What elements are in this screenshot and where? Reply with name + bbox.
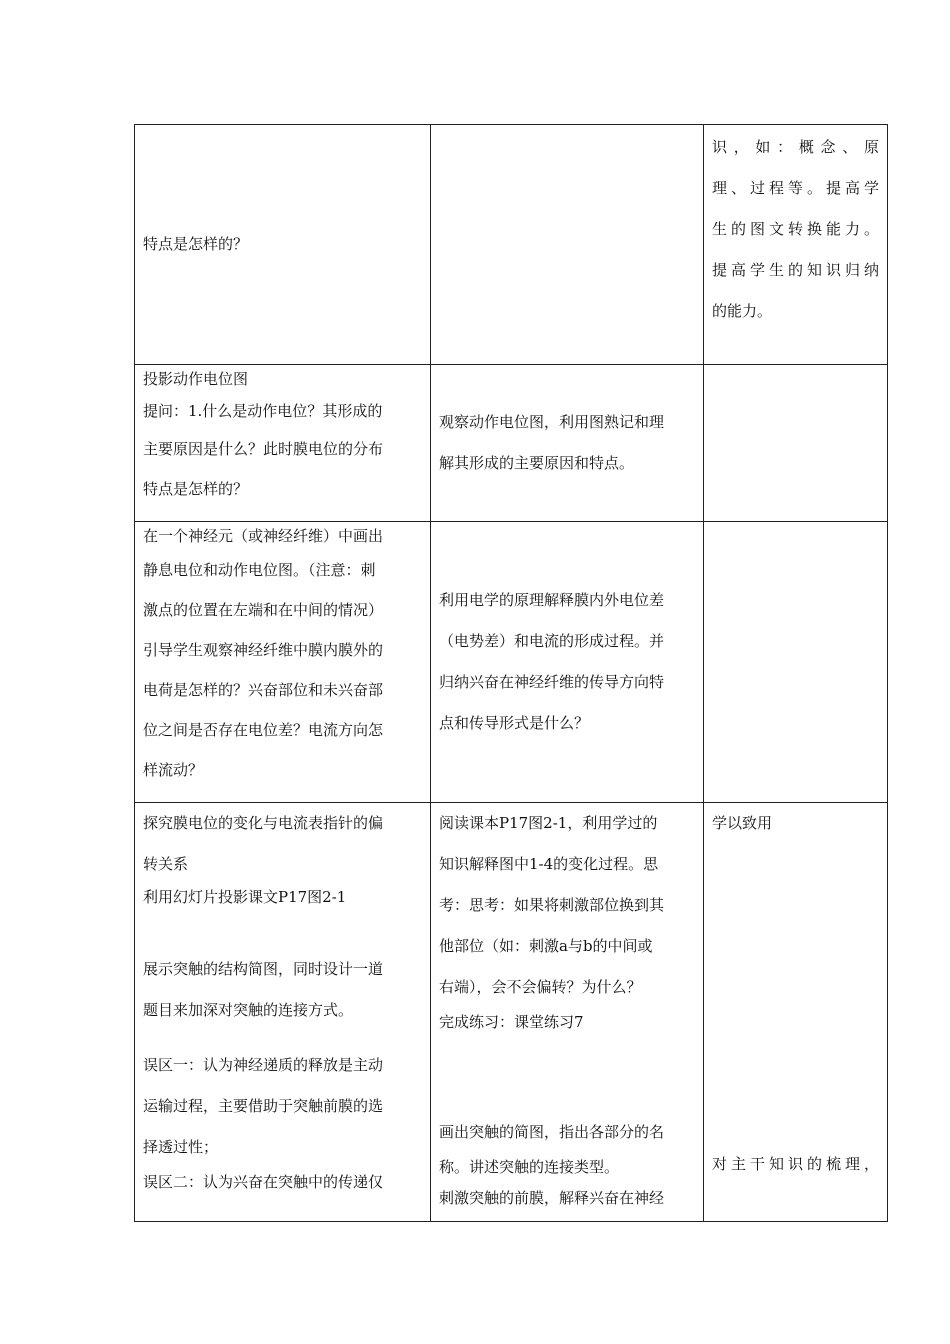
cell-text: 利用电学的原理解释膜内外电位差 bbox=[439, 591, 665, 609]
cell-text: 刺激突触的前膜，解释兴奋在神经 bbox=[439, 1189, 665, 1207]
cell-text: 完成练习：课堂练习7 bbox=[439, 1013, 584, 1031]
cell-text: 提高学生的知识归纳 bbox=[712, 261, 879, 279]
cell-text: 他部位（如：刺激a与b的中间或 bbox=[439, 937, 653, 955]
cell-text: 特点是怎样的？ bbox=[143, 480, 249, 498]
design-intent-cell bbox=[704, 125, 888, 365]
cell-text: 理、过程等。提高学 bbox=[712, 179, 879, 197]
student-activity-cell bbox=[431, 803, 704, 1222]
teacher-activity-cell bbox=[135, 365, 431, 522]
cell-text: 对主干知识的梳理， bbox=[712, 1155, 879, 1173]
cell-text: 点和传导形式是什么？ bbox=[439, 714, 590, 732]
teacher-activity-cell bbox=[135, 522, 431, 803]
cell-text: 生的图文转换能力。 bbox=[712, 220, 879, 238]
teacher-activity-cell bbox=[135, 803, 431, 1222]
student-activity-cell bbox=[431, 125, 704, 365]
cell-text: （电势差）和电流的形成过程。并 bbox=[439, 632, 665, 650]
cell-text: 阅读课本P17图2-1，利用学过的 bbox=[439, 814, 658, 832]
table-row bbox=[135, 365, 888, 522]
lesson-plan-table bbox=[134, 124, 888, 1222]
cell-text: 利用幻灯片投影课文P17图2-1 bbox=[143, 888, 347, 906]
cell-text: 称。讲述突触的连接类型。 bbox=[439, 1158, 620, 1176]
student-activity-cell bbox=[431, 522, 704, 803]
table-row bbox=[135, 803, 888, 1222]
table-row bbox=[135, 522, 888, 803]
cell-text: 画出突触的简图，指出各部分的名 bbox=[439, 1123, 665, 1141]
cell-text: 激点的位置在左端和在中间的情况） bbox=[143, 601, 384, 619]
cell-text: 特点是怎样的？ bbox=[143, 235, 249, 253]
cell-text: 电荷是怎样的？兴奋部位和未兴奋部 bbox=[143, 681, 384, 699]
cell-text: 静息电位和动作电位图。（注意：刺 bbox=[143, 561, 376, 579]
cell-text: 提问：1.什么是动作电位？其形成的 bbox=[143, 402, 383, 420]
cell-text: 主要原因是什么？此时膜电位的分布 bbox=[143, 440, 384, 458]
teacher-activity-cell bbox=[135, 125, 431, 365]
cell-text: 观察动作电位图，利用图熟记和理 bbox=[439, 413, 665, 431]
cell-text: 考：思考：如果将刺激部位换到其 bbox=[439, 896, 665, 914]
cell-text: 误区二：认为兴奋在突触中的传递仅 bbox=[143, 1173, 384, 1191]
cell-text: 的能力。 bbox=[712, 302, 773, 320]
cell-text: 转关系 bbox=[143, 855, 189, 873]
cell-text: 引导学生观察神经纤维中膜内膜外的 bbox=[143, 641, 384, 659]
cell-text: 归纳兴奋在神经纤维的传导方向特 bbox=[439, 673, 665, 691]
cell-text: 展示突触的结构简图，同时设计一道 bbox=[143, 960, 384, 978]
cell-text: 在一个神经元（或神经纤维）中画出 bbox=[143, 527, 384, 545]
cell-text: 题目来加深对突触的连接方式。 bbox=[143, 1001, 354, 1019]
cell-text: 识，如：概念、原 bbox=[712, 138, 879, 156]
cell-text: 运输过程，主要借助于突触前膜的选 bbox=[143, 1097, 384, 1115]
cell-text: 误区一：认为神经递质的释放是主动 bbox=[143, 1056, 384, 1074]
cell-text: 右端），会不会偏转？为什么？ bbox=[439, 978, 642, 996]
cell-text: 探究膜电位的变化与电流表指针的偏 bbox=[143, 814, 384, 832]
cell-text: 解其形成的主要原因和特点。 bbox=[439, 454, 635, 472]
student-activity-cell bbox=[431, 365, 704, 522]
cell-text: 投影动作电位图 bbox=[143, 370, 249, 388]
design-intent-cell bbox=[704, 365, 888, 522]
cell-text: 学以致用 bbox=[712, 814, 773, 832]
table-row bbox=[135, 125, 888, 365]
cell-text: 位之间是否存在电位差？电流方向怎 bbox=[143, 721, 384, 739]
design-intent-cell bbox=[704, 803, 888, 1222]
cell-text: 择透过性； bbox=[143, 1138, 219, 1156]
cell-text: 知识解释图中1-4的变化过程。思 bbox=[439, 855, 659, 873]
design-intent-cell bbox=[704, 522, 888, 803]
cell-text: 样流动？ bbox=[143, 761, 204, 779]
